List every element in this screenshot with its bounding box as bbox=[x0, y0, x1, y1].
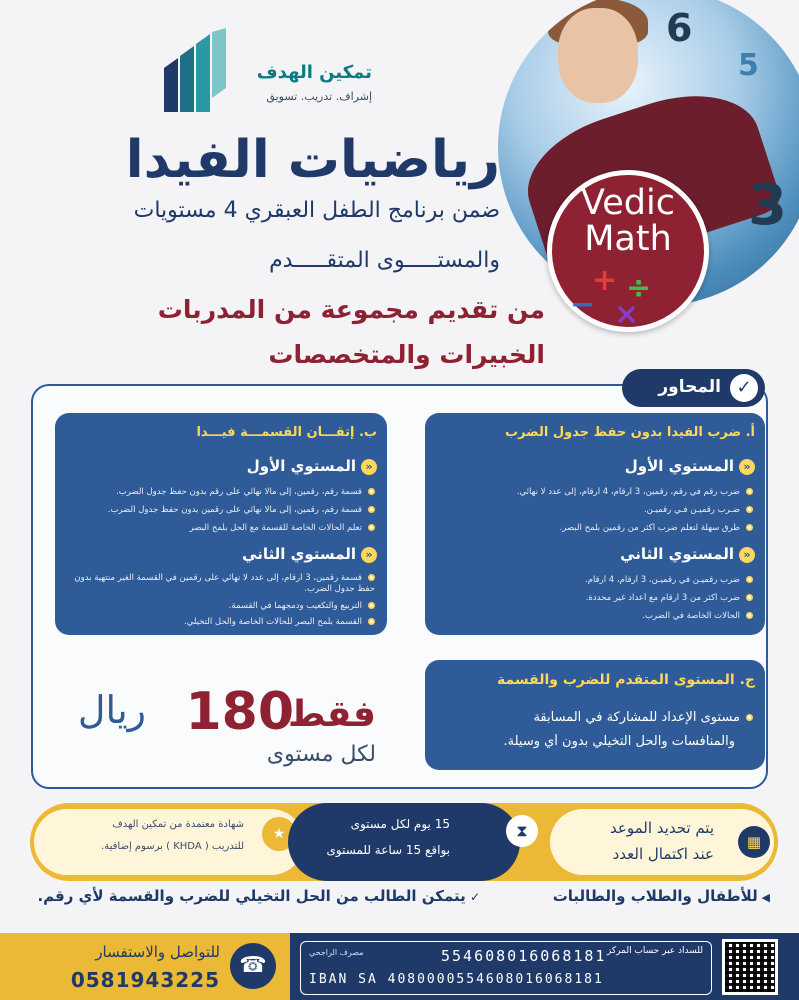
chevron-icon: « bbox=[739, 459, 755, 475]
card-c-header: ج. المستوى المتقدم للضرب والقسمة bbox=[497, 672, 755, 688]
list-item: التربيع والتكعيب ودمجهما في القسمة. bbox=[67, 601, 375, 611]
divide-icon: ÷ bbox=[626, 271, 652, 306]
outcome-line: ✓ يتمكن الطالب من الحل التخيلي للضرب والقسمة لأي رقم. bbox=[37, 887, 480, 905]
axes-badge bbox=[622, 369, 765, 407]
list-item: الحالات الخاصة في الضرب. bbox=[437, 611, 753, 621]
badge-line-2: Math bbox=[584, 219, 672, 259]
card-division bbox=[55, 413, 387, 635]
check-circle-icon: ✓ bbox=[465, 890, 480, 904]
audience-line: ◀ للأطفال والطلاب والطالبات bbox=[552, 887, 770, 905]
duration-line-2: بواقع 15 ساعة للمستوى bbox=[326, 843, 450, 857]
minus-icon: − bbox=[570, 287, 596, 322]
logo-tagline: إشراف. تدريب. تسويق bbox=[266, 90, 372, 103]
bullet-icon bbox=[368, 488, 375, 495]
bullet-icon bbox=[368, 618, 375, 625]
list-item: طرق سهلة لتعلم ضرب أكثر من رقمين بلمح البصر. bbox=[437, 523, 753, 533]
check-icon: ✓ bbox=[730, 374, 758, 402]
list-item: مستوى الإعداد للمشاركة في المسابقة bbox=[437, 710, 753, 725]
list-item: قسمة رقم، رقمين، إلى مالا نهائي على رقمين بدون حفظ جدول الضرب. bbox=[67, 505, 375, 515]
list-item: قسمة رقمين، 3 أرقام، إلى عدد لا نهائي على رقمين في القسمة الغير منتهية بدون حفظ جدول الضرب. bbox=[74, 573, 375, 594]
certificate-line-1: شهادة معتمدة من تمكين الهدف bbox=[112, 819, 244, 830]
list-item: ضـرب رقميـن فـي رقميـن. bbox=[437, 505, 753, 515]
chevron-icon: « bbox=[361, 459, 377, 475]
bullet-icon bbox=[746, 488, 753, 495]
bullet-icon bbox=[368, 524, 375, 531]
plus-icon: + bbox=[592, 263, 618, 298]
bullet-icon bbox=[746, 576, 753, 583]
phone-icon[interactable]: ☎ bbox=[230, 943, 276, 989]
subtitle-line-1: ضمن برنامج الطفل العبقري 4 مستويات bbox=[133, 198, 500, 223]
info-bar bbox=[30, 803, 778, 881]
schedule-line-1: يتم تحديد الموعد bbox=[610, 819, 714, 837]
bullet-icon bbox=[746, 612, 753, 619]
bank-iban: IBAN SA 4080000554608016068181 bbox=[309, 972, 604, 987]
price-block bbox=[56, 668, 386, 788]
vedic-math-badge bbox=[547, 170, 709, 332]
footer bbox=[0, 933, 799, 1000]
card-advanced bbox=[425, 660, 765, 770]
bullet-icon bbox=[746, 524, 753, 531]
bank-box bbox=[300, 941, 712, 995]
axes-label: المحاور bbox=[658, 377, 721, 397]
duration-pill bbox=[288, 803, 520, 881]
card-b-header: ب. إتقـــان القسمـــة فيـــدا bbox=[196, 425, 377, 440]
photo-number: 3 bbox=[748, 173, 787, 238]
price-only: فقط bbox=[287, 694, 376, 735]
price-amount: 180 bbox=[185, 682, 294, 742]
list-item: تعلم الحالات الخاصة للقسمة مع الحل بلمح البصر bbox=[67, 523, 375, 533]
certificate-line-2: للتدريب ( KHDA ) برسوم إضافية. bbox=[101, 841, 244, 852]
bullet-icon bbox=[368, 574, 375, 581]
certificate-medal-icon: ★ bbox=[262, 817, 296, 851]
brand-logo bbox=[160, 28, 380, 118]
list-item: ضرب أكثر من 3 أرقام مع أعداد غير محددة. bbox=[437, 593, 753, 603]
presenters-line-1: من تقديم مجموعة من المدربات bbox=[157, 295, 545, 324]
photo-face bbox=[558, 8, 638, 103]
contact-phone[interactable]: 0581943225 bbox=[70, 968, 220, 992]
card-b-level-1: «المستوي الأول bbox=[247, 457, 377, 475]
calendar-icon: ▦ bbox=[738, 826, 770, 858]
list-item: ضرب رقميـن في رقميـن، 3 أرقام، 4 أرقام. bbox=[437, 575, 753, 585]
list-item-continued: والمنافسات والحل التخيلي بدون أي وسيلة. bbox=[503, 734, 735, 749]
duration-line-1: 15 يوم لكل مستوى bbox=[350, 817, 450, 831]
bullet-icon bbox=[746, 714, 753, 721]
bullet-icon bbox=[368, 506, 375, 513]
page-title: رياضيات الفيدا bbox=[125, 130, 500, 190]
chevron-icon: « bbox=[361, 547, 377, 563]
photo-number: 5 bbox=[738, 48, 759, 83]
presenters-line-2: الخبيرات والمتخصصات bbox=[268, 340, 545, 369]
card-b-level-2: «المستوي الثاني bbox=[242, 545, 377, 563]
chevron-icon: « bbox=[739, 547, 755, 563]
badge-line-1: Vedic bbox=[581, 183, 675, 223]
subtitle-line-2: والمستـــــوى المتقـــــدم bbox=[269, 248, 500, 273]
multiply-icon: × bbox=[614, 297, 640, 332]
bank-account: 554608016068181 bbox=[441, 947, 607, 965]
bullet-icon bbox=[368, 602, 375, 609]
list-item: القسمة بلمح البصر للحالات الخاصة والحل التخيلي. bbox=[67, 617, 375, 627]
bullet-icon bbox=[746, 506, 753, 513]
card-a-level-2: «المستوي الثاني bbox=[620, 545, 755, 563]
photo-number: 6 bbox=[666, 6, 693, 50]
bullet-icon bbox=[746, 594, 753, 601]
logo-name: تمكين الهدف bbox=[256, 62, 372, 83]
price-currency: ريال bbox=[77, 688, 146, 732]
price-per-level: لكل مستوى bbox=[266, 742, 376, 767]
card-a-header: أ. ضرب الفيدا بدون حفظ جدول الضرب bbox=[505, 425, 755, 440]
list-item: قسمة رقم، رقمين، إلى مالا نهائي على رقم بدون حفظ جدول الضرب. bbox=[67, 487, 375, 497]
contact-label: للتواصل والاستفسار bbox=[95, 943, 220, 961]
bank-label: للسداد عبر حساب المركز bbox=[606, 946, 703, 956]
card-multiplication bbox=[425, 413, 765, 635]
triangle-icon: ◀ bbox=[757, 891, 770, 904]
schedule-line-2: عند اكتمال العدد bbox=[612, 845, 714, 863]
bank-name: مصرف الراجحي bbox=[309, 948, 364, 957]
logo-mark-icon bbox=[160, 28, 230, 114]
list-item: ضرب رقم في رقم، رقمين، 3 أرقام، 4 أرقام، إلى عدد لا نهائي. bbox=[437, 487, 753, 497]
qr-code-icon[interactable] bbox=[722, 939, 778, 995]
card-a-level-1: «المستوي الأول bbox=[625, 457, 755, 475]
hourglass-icon: ⧗ bbox=[506, 815, 538, 847]
